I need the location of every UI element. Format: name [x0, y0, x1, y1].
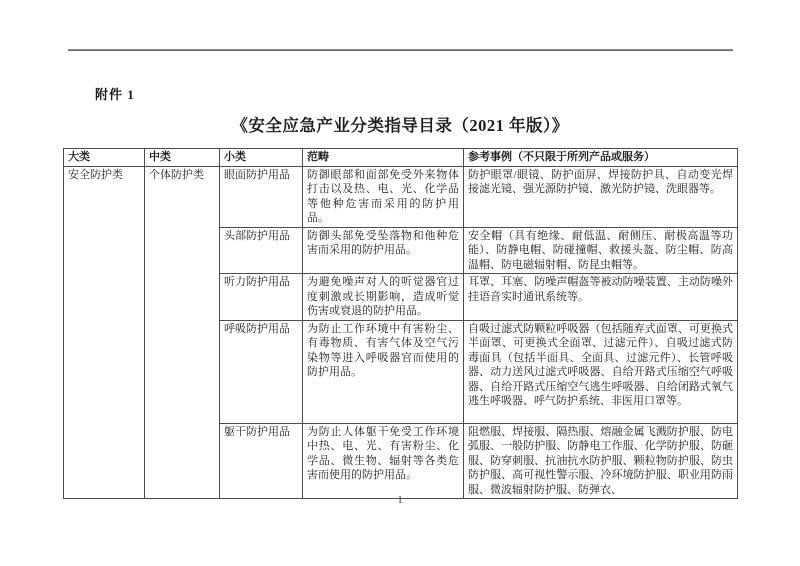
- examples-cell: 安全帽（具有绝缘、耐低温、耐侧压、耐极高温等功能）、防静电帽、防碰撞帽、救援头盔、防尘帽、防高温帽、防电磁辐射帽、防昆虫帽等。: [464, 227, 738, 274]
- examples-cell: 防护眼罩/眼镜、防护面屏、焊接防护具、自动变光焊接滤光镜、强光源防护镜、激光防护镜、洗眼器等。: [464, 166, 738, 227]
- middle-category-cell: 个体防护类: [145, 166, 220, 499]
- sub-category-cell: 头部防护用品: [220, 227, 303, 274]
- column-header-examples: 参考事例（不只限于所列产品或服务）: [464, 149, 738, 167]
- scope-cell: 为避免噪声对人的听觉器官过度刺激或长期影响，造成听觉伤害或衰退的防护用品。: [303, 274, 464, 321]
- page-number: 1: [397, 495, 403, 506]
- scope-cell: 为防止人体躯干免受工作环境中热、电、光、有害粉尘、化学品、微生物、辐射等各类危害而使用的防护用品。: [303, 423, 464, 499]
- header-rule: [68, 49, 733, 51]
- column-header-middle-category: 中类: [145, 149, 220, 167]
- examples-cell: 耳罩、耳塞、防噪声帽盔等被动防噪装置、主动防噪外挂语音实时通讯系统等。: [464, 274, 738, 321]
- column-header-major-category: 大类: [64, 149, 145, 167]
- column-header-scope: 范畴: [303, 149, 464, 167]
- attachment-label: 附件 1: [95, 87, 135, 102]
- sub-category-cell: 躯干防护用品: [220, 423, 303, 499]
- major-category-cell: 安全防护类: [64, 166, 145, 499]
- scope-cell: 防御眼部和面部免受外来物体打击以及热、电、光、化学品等他种危害而采用的防护用品。: [303, 166, 464, 227]
- table-header-row: [64, 149, 738, 167]
- column-header-sub-category: 小类: [220, 149, 303, 167]
- page-title: 《安全应急产业分类指导目录（2021 年版）》: [231, 116, 569, 135]
- examples-cell: 阻燃服、焊接服、隔热服、熔融金属飞溅防护服、防电弧服、一般防护服、防静电工作服、化学防护服、防砸服、防穿刺服、抗油抗水防护服、颗粒物防护服、防虫防护服、高可视性警示服、冷环境防护服、职业用防雨服、微波辐射防护服、防弹衣、: [464, 423, 738, 499]
- sub-category-cell: 听力防护用品: [220, 274, 303, 321]
- sub-category-cell: 眼面防护用品: [220, 166, 303, 227]
- scope-cell: 为防止工作环境中有害粉尘、有毒物质、有害气体及空气污染物等进入呼吸器官而使用的防护用品。: [303, 320, 464, 423]
- sub-category-cell: 呼吸防护用品: [220, 320, 303, 423]
- scope-cell: 防御头部免受坠落物和他种危害而采用的防护用品。: [303, 227, 464, 274]
- classification-table: [63, 148, 738, 499]
- examples-cell: 自吸过滤式防颗粒呼吸器（包括随弃式面罩、可更换式半面罩、可更换式全面罩、过滤元件）、自吸过滤式防毒面具（包括半面具、全面具、过滤元件）、长管呼吸器、动力送风过滤式呼吸器、自给开路式压缩空气呼吸器、自给开路式压缩空气逃生呼吸器、自给闭路式氧气逃生呼吸器、呼气防护系统、非医用口罩等。: [464, 320, 738, 423]
- table-row: [64, 166, 738, 227]
